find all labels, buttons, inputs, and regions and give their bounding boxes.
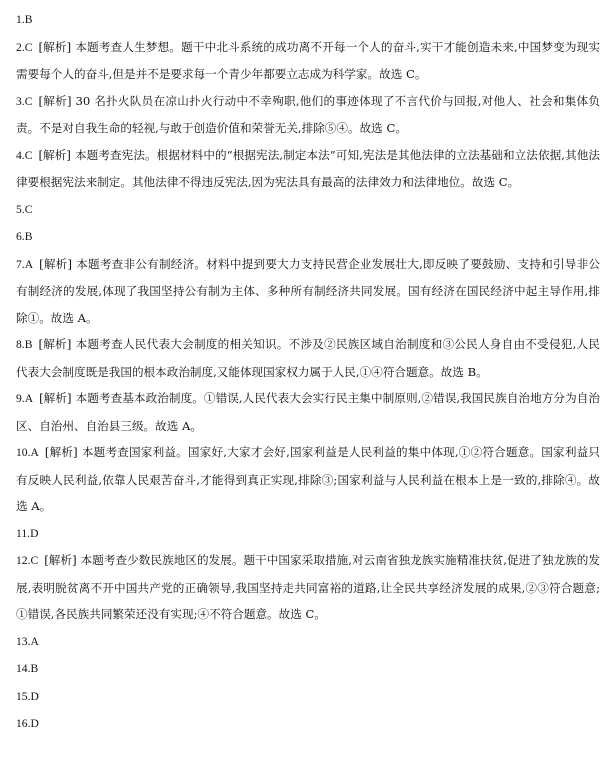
answer-entry <box>16 251 600 332</box>
answer-entry <box>16 628 600 656</box>
answer-entry <box>16 331 600 385</box>
answer-list <box>16 6 600 738</box>
answer-entry <box>16 683 600 711</box>
answer-entry <box>16 34 600 88</box>
question-number: 3. <box>16 94 25 108</box>
answer-entry <box>16 439 600 520</box>
answer-letter: D <box>30 526 39 540</box>
answer-letter: C <box>24 40 33 54</box>
question-number: 12. <box>16 554 31 567</box>
answer-letter: B <box>24 338 33 351</box>
analysis-tag: [解析] <box>39 256 72 271</box>
question-number: 2. <box>16 40 25 54</box>
answer-letter: B <box>30 662 39 675</box>
analysis-tag: [解析] <box>38 39 72 54</box>
analysis-tag: [解析] <box>38 147 71 162</box>
analysis-text: 30 名扑火队员在凉山扑火行动中不幸殉职,他们的事迹体现了不言代价与回报,对他人、社会和集体负责。不是对自我生命的轻视,与敢于创造价值和荣誉无关,排除⑤④。故选 C。 <box>16 93 601 135</box>
analysis-text: 本题考查非公有制经济。材料中提到要大力支持民营企业发展壮大,即反映了要鼓励、支持和引导非公有制经济的发展,体现了我国坚持公有制为主体、多种所有制经济共同发展。国有经济在国民经济中起主导作用,排除①。故选 A。 <box>16 256 600 325</box>
answer-entry <box>16 655 600 683</box>
question-number: 4. <box>16 148 25 162</box>
analysis-text: 本题考查国家利益。国家好,大家才会好,国家利益是人民利益的集中体现,①②符合题意。国家利益只有反映人民利益,依靠人民艰苦奋斗,才能得到真正实现,排除③;国家利益与人民利益在根本上是一致的,排除④。故选 A。 <box>16 445 601 513</box>
answer-letter: C <box>30 554 39 567</box>
question-number: 7. <box>16 257 25 271</box>
answer-entry <box>16 547 600 628</box>
question-number: 13. <box>16 634 31 648</box>
analysis-text: 本题考查人民代表大会制度的相关知识。不涉及②民族区域自治制度和③公民人身自由不受侵犯,人民代表大会制度既是我国的根本政治制度,又能体现国家权力属于人民,①④符合题意。故选 B。 <box>16 337 600 379</box>
analysis-text: 本题考查宪法。根据材料中的“根据宪法,制定本法”可知,宪法是其他法律的立法基础和立法依据,其他法律要根据宪法来制定。其他法律不得违反宪法,因为宪法具有最高的法律效力和法律地位。故选 C。 <box>16 147 600 189</box>
answer-entry <box>16 385 600 439</box>
question-number: 5. <box>16 202 25 216</box>
question-number: 9. <box>16 392 25 405</box>
question-number: 10. <box>16 446 31 459</box>
answer-entry <box>16 6 600 34</box>
question-number: 16. <box>16 717 31 730</box>
answer-letter: C <box>24 202 33 216</box>
analysis-tag: [解析] <box>44 553 77 567</box>
answer-entry <box>16 142 600 196</box>
question-number: 11. <box>16 526 31 540</box>
answer-letter: A <box>30 634 39 648</box>
question-number: 1. <box>16 13 25 26</box>
question-number: 14. <box>16 662 31 675</box>
analysis-text: 本题考查少数民族地区的发展。题干中国家采取措施,对云南省独龙族实施精准扶贫,促进了独龙族的发展,表明脱贫离不开中国共产党的正确领导,我国坚持走共同富裕的道路,让全民共享经济发展的成果,②③符合题意;①错误,各民族共同繁荣还没有实现;④不符合题意。故选 C。 <box>16 553 600 621</box>
answer-letter: B <box>24 13 33 26</box>
question-number: 15. <box>16 689 31 703</box>
answer-letter: A <box>24 257 34 271</box>
answer-letter: C <box>24 94 33 108</box>
answer-entry <box>16 223 600 251</box>
question-number: 8. <box>16 338 25 351</box>
answer-letter: D <box>30 717 39 730</box>
answer-letter: A <box>24 392 34 405</box>
answer-entry <box>16 196 600 224</box>
analysis-text: 本题考查人生梦想。题干中北斗系统的成功离不开每一个人的奋斗,实干才能创造未来,中国梦变为现实需要每个人的奋斗,但是并不是要求每一个青少年都要立志成为科学家。故选 C。 <box>16 39 601 81</box>
analysis-tag: [解析] <box>44 445 78 459</box>
answer-entry <box>16 710 600 738</box>
answer-letter: B <box>24 230 33 243</box>
analysis-tag: [解析] <box>39 391 72 405</box>
question-number: 6. <box>16 230 25 243</box>
analysis-text: 本题考查基本政治制度。①错误,人民代表大会实行民主集中制原则,②错误,我国民族自治地方分为自治区、自治州、自治县三级。故选 A。 <box>16 391 601 433</box>
answer-letter: A <box>30 446 39 459</box>
analysis-tag: [解析] <box>38 93 72 108</box>
answer-letter: C <box>24 148 33 162</box>
analysis-tag: [解析] <box>38 337 72 351</box>
answer-letter: D <box>30 689 39 703</box>
answer-entry <box>16 88 600 142</box>
answer-entry <box>16 520 600 548</box>
